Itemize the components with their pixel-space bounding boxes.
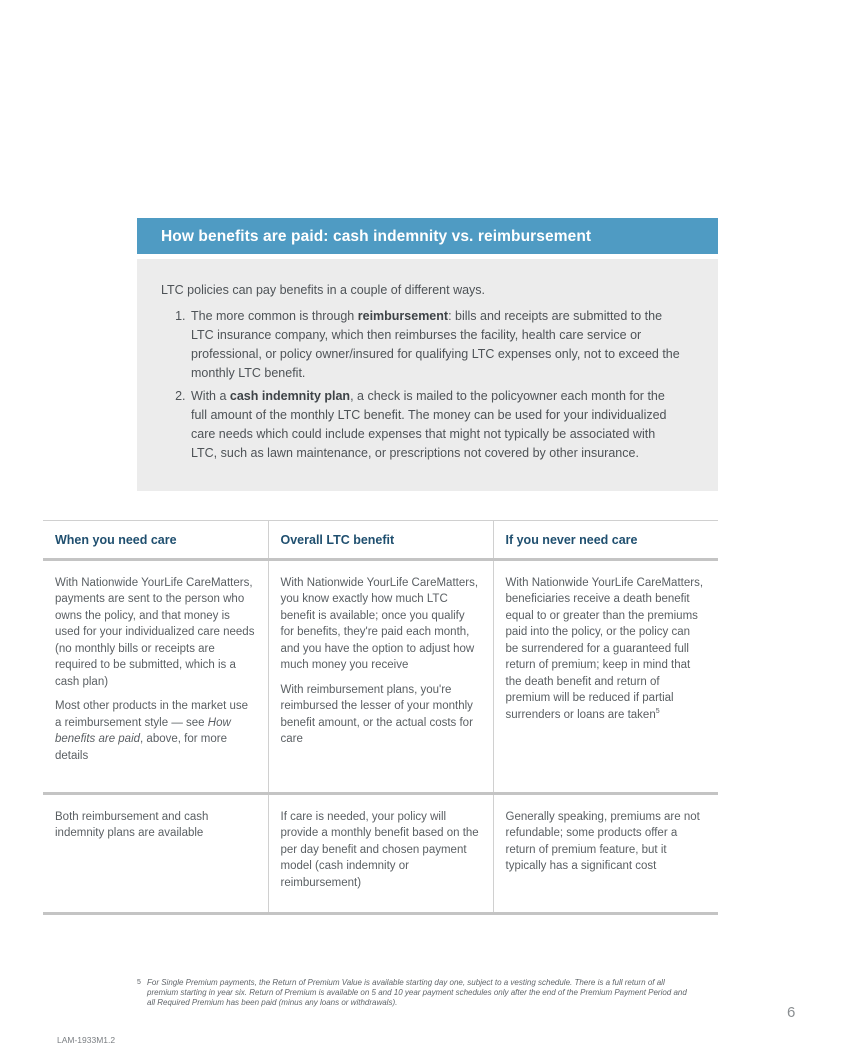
cell-paragraph: With Nationwide YourLife CareMatters, you know exactly how much LTC benefit is available; once you qualify for benefits, they're paid each month, and you have the option to adjust how much money you receive [280, 576, 479, 671]
table-cell: Both reimbursement and cash indemnity plans are available [43, 793, 268, 913]
cell-paragraph: Most other products in the market use a reimbursement style — see How benefits are paid, above, for more details [55, 700, 249, 762]
list-item-cash-indemnity: 2. With a cash indemnity plan, a check is mailed to the policyowner each month for the full amount of the monthly LTC benefit. The money can be used for your individualized care needs which could include expenses that might not typically be associated with LTC, such as lawn maintenance, or prescriptions not covered by other insurance. [189, 387, 682, 463]
footnote [137, 978, 697, 1008]
table-cell [43, 559, 268, 793]
benefit-methods-list [161, 307, 682, 463]
table-header-row [43, 521, 718, 560]
table-cell [268, 559, 493, 793]
footnote-reference: 5 [655, 707, 660, 715]
page-number: 6 [787, 1004, 796, 1021]
term-reimbursement: reimbursement [357, 309, 449, 323]
cell-paragraph: With Nationwide YourLife CareMatters, payments are sent to the person who owns the policy, and that money is used for your individualized care needs (no monthly bills or receipts are required to be submitted, which is a cash plan) [55, 576, 255, 688]
table-row [43, 559, 718, 793]
column-header-overall-ltc-benefit: Overall LTC benefit [268, 521, 493, 560]
table-cell: Generally speaking, premiums are not refundable; some products offer a return of premium feature, but it typically has a significant cost [493, 793, 718, 913]
list-item-reimbursement: 1. The more common is through reimbursement: bills and receipts are submitted to the LTC insurance company, which then reimburses the facility, health care service or professional, or policy owner/insured for qualifying LTC expenses only, not to exceed the monthly LTC benefit. [189, 307, 682, 383]
callout-intro: LTC policies can pay benefits in a couple of different ways. [161, 283, 486, 297]
footnote-marker: 5 [137, 979, 141, 986]
table-cell [493, 559, 718, 793]
callout-body [137, 259, 718, 491]
table-row [43, 793, 718, 913]
footnote-text: For Single Premium payments, the Return of Premium Value is available starting day one, subject to a vesting schedule. There is a full return of all premium starting in year six. Return of Premium is available on 5 and 10 year payment schedules only after the end of the Premium Payment Period and all Required Premium has been paid (minus any loans or withdrawals). [147, 978, 687, 1007]
document-code: LAM-1933M1.2 [57, 1035, 116, 1045]
term-cash-indemnity: cash indemnity plan [229, 389, 351, 403]
table-cell: If care is needed, your policy will provide a monthly benefit based on the per day benefit and chosen payment model (cash indemnity or reimbursement) [268, 793, 493, 913]
cell-paragraph: With reimbursement plans, you're reimbursed the lesser of your monthly benefit amount, or the actual costs for care [280, 683, 473, 745]
column-header-if-you-never-need-care: If you never need care [493, 521, 718, 560]
column-header-when-you-need-care: When you need care [43, 521, 268, 560]
callout-title: How benefits are paid: cash indemnity vs. reimbursement [161, 228, 592, 245]
callout-header [137, 218, 718, 254]
comparison-table [43, 520, 718, 915]
reference-how-benefits-are-paid: How benefits are paid [55, 716, 231, 745]
cell-paragraph: With Nationwide YourLife CareMatters, beneficiaries receive a death benefit equal to or greater than the premiums paid into the policy, or the policy can be surrendered for a guaranteed full return of premium; keep in mind that the death benefit and return of premium will be reduced if partial surrenders or loans are taken$^5$ [505, 576, 704, 721]
